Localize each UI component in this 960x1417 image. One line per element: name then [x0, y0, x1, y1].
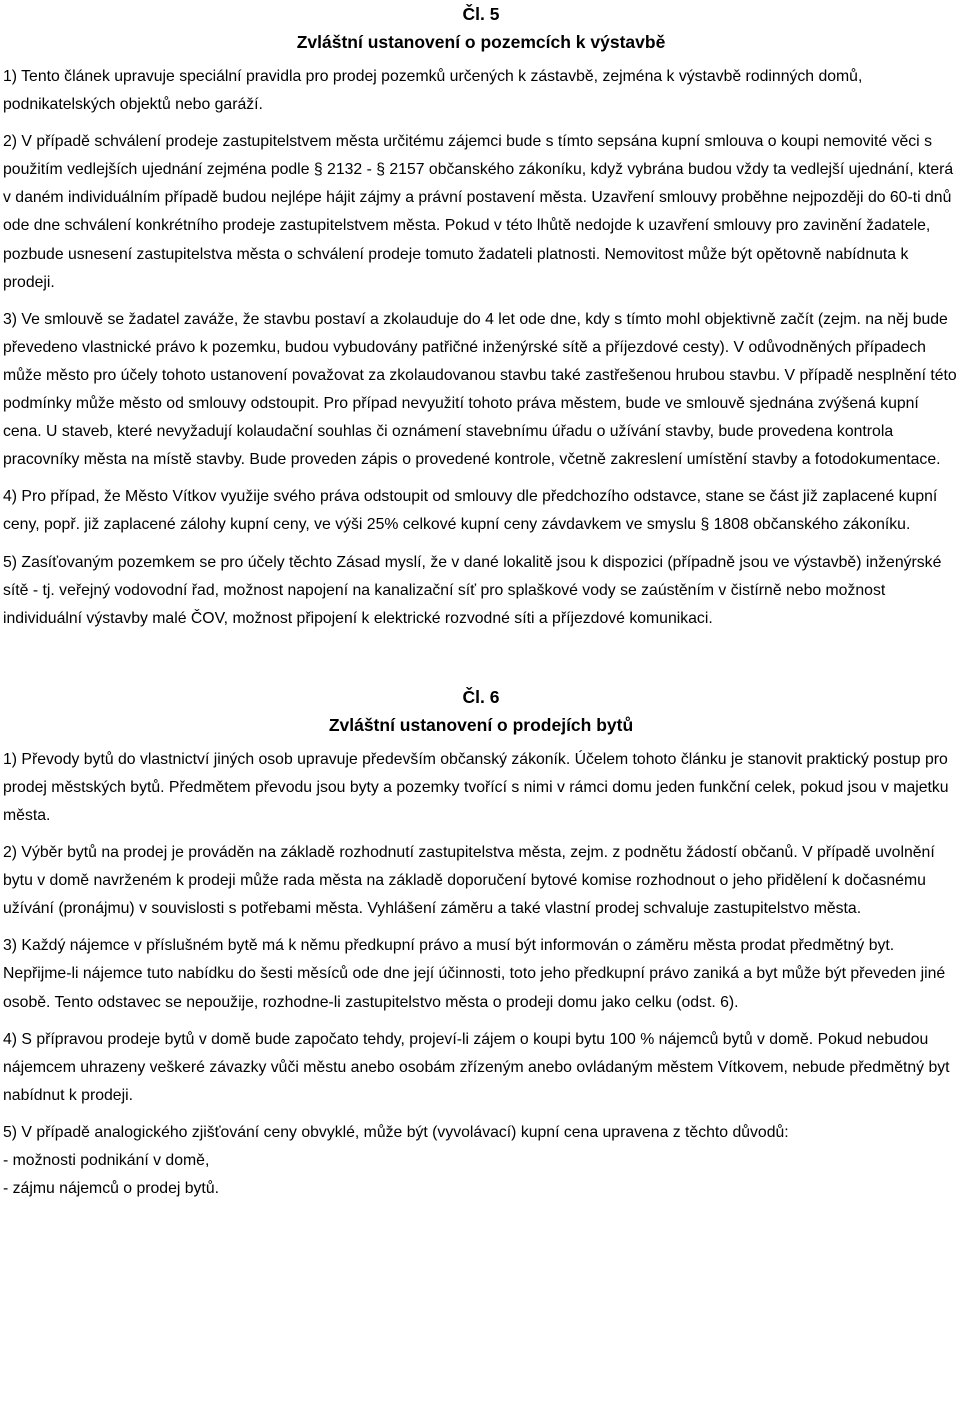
paragraph: 1) Převody bytů do vlastnictví jiných osob upravuje především občanský zákoník. Účelem tohoto článku je stanovit praktický postup pro prodej městských bytů. Předmětem převodu jsou byty a pozemky tvořící s nimi v rámci domu jeden funkční celek, pokud jsou v majetku města. — [3, 750, 949, 824]
article-5 — [3, 0, 959, 633]
paragraph: 5) V případě analogického zjišťování ceny obvyklé, může být (vyvolávací) kupní cena upravena z těchto důvodů: — [3, 1123, 789, 1141]
article-number: Čl. 6 — [462, 686, 500, 707]
list-item: - zájmu nájemců o prodej bytů. — [3, 1180, 219, 1198]
paragraph: 4) S přípravou prodeje bytů v domě bude započato tehdy, projeví-li zájem o koupi bytu 100 % nájemců bytů v domě. Pokud nebudou nájemcem uhrazeny veškeré závazky vůči městu anebo osobám zřízeným anebo ovládaným městem Vítkovem, nebude předmětný byt nabídnut k prodeji. — [3, 1030, 950, 1104]
paragraph: 1) Tento článek upravuje speciální pravidla pro prodej pozemků určených k zástavbě, zejména k výstavbě rodinných domů, podnikatelských objektů nebo garáží. — [3, 68, 863, 114]
paragraph: 3) Ve smlouvě se žadatel zaváže, že stavbu postaví a zkolauduje do 4 let ode dne, kdy s tímto mohl objektivně začít (zejm. na něj bude převedeno vlastnické právo k pozemku, budou vybudovány patřičné inženýrské sítě a příjezdové cesty). V odůvodněných případech může město pro účely tohoto ustanovení považovat za zkolaudovanou stavbu také zastřešenou hrubou stavbu. V případě nesplnění této podmínky může město od smlouvy odstoupit. Pro případ nevyužití tohoto práva městem, bude ve smlouvě sjednána zvýšená kupní cena. U staveb, které nevyžadují kolaudační souhlas či oznámení stavebnímu úřadu o užívání stavby, bude provedena kontrola pracovníky města na místě stavby. Bude proveden zápis o provedené kontrole, včetně zakreslení umístění stavby a fotodokumentace. — [3, 310, 957, 469]
paragraph: 2) V případě schválení prodeje zastupitelstvem města určitému zájemci bude s tímto sepsána kupní smlouva o koupi nemovité věci s použitím vedlejších ujednání zejména podle § 2132 - § 2157 občanského zákoníku, když vybrána budou vždy ta vedlejší ujednání, která v daném individuálním případě budou nejlépe hájit zájmy a právní postavení města. Uzavření smlouvy proběhne nejpozději do 60-ti dnů ode dne schválení konkrétního prodeje zastupitelstvem města. Pokud v této lhůtě nedojde k uzavření smlouvy pro zavinění žadatele, pozbude usnesení zastupitelstva města o schválení prodeje tomuto žadateli platnosti. Nemovitost může být opětovně nabídnuta k prodeji. — [3, 133, 954, 291]
paragraph: 4) Pro případ, že Město Vítkov využije svého práva odstoupit od smlouvy dle předchozího odstavce, stane se část již zaplacené kupní ceny, popř. již zaplacené zálohy kupní ceny, ve výši 25% celkové kupní ceny závdavkem ve smyslu § 1808 občanského zákoníku. — [3, 488, 938, 534]
list-item: - možnosti podnikání v domě, — [3, 1152, 210, 1169]
document-page — [3, 0, 959, 1203]
article-6 — [3, 683, 959, 1203]
paragraph: 5) Zasíťovaným pozemkem se pro účely těchto Zásad myslí, že v dané lokalitě jsou k dispozici (případně jsou ve výstavbě) inženýrské sítě - tj. veřejný vodovodní řad, možnost napojení na kanalizační síť pro splaškové vody se zaústěním v čistírně nebo možnost individuální výstavby malé ČOV, možnost připojení k elektrické rozvodné síti a příjezdové komunikaci. — [3, 553, 942, 627]
article-title: Zvláštní ustanovení o pozemcích k výstavbě — [296, 32, 666, 52]
paragraph: 2) Výběr bytů na prodej je prováděn na základě rozhodnutí zastupitelstva města, zejm. z podnětu žádostí občanů. V případě uvolnění bytu v domě navrženém k prodeji může rada města na základě doporučení bytové komise rozhodnout o jeho přidělení k dočasnému užívání (pronájmu) v souvislosti s potřebami města. Vyhlášení záměru a také vlastní prodej schvaluje zastupitelstvo města. — [3, 844, 935, 918]
paragraph: 3) Každý nájemce v příslušném bytě má k němu předkupní právo a musí být informován o záměru města prodat předmětný byt. Nepřijme-li nájemce tuto nabídku do šesti měsíců ode dne její účinnosti, toto jeho předkupní právo zaniká a byt může být převeden jiné osobě. Tento odstavec se nepoužije, rozhodne-li zastupitelstvo města o prodeji domu jako celku (odst. 6). — [3, 937, 946, 1011]
article-title: Zvláštní ustanovení o prodejích bytů — [328, 714, 634, 735]
article-number: Čl. 5 — [462, 4, 500, 24]
